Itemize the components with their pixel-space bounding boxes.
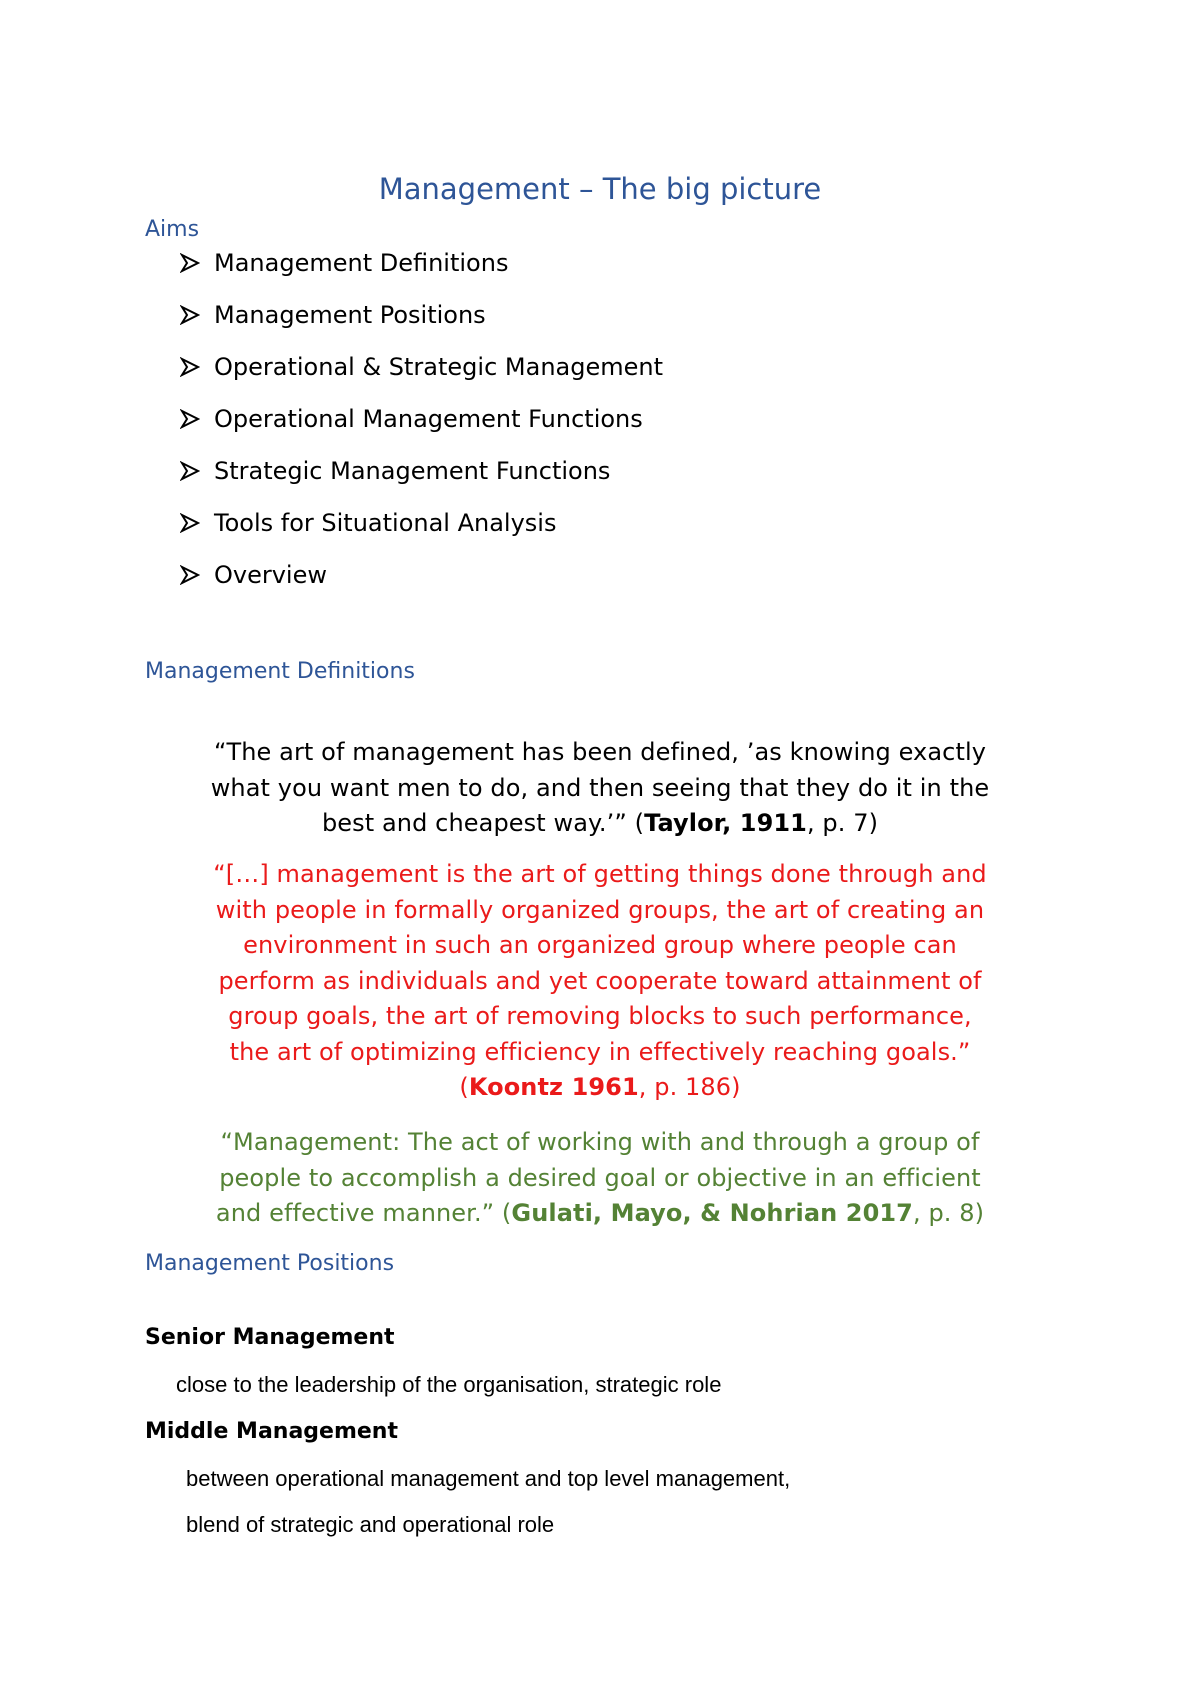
- aims-item-label: Overview: [214, 561, 327, 589]
- list-item: [180, 300, 663, 352]
- page-title: Management – The big picture: [378, 172, 822, 206]
- quote-author: Koontz 1961: [468, 1073, 639, 1101]
- quote-line-text: and effective manner.” (: [215, 1199, 512, 1227]
- arrowhead-bullet-icon: [180, 409, 200, 429]
- middle-management-label: Middle Management: [145, 1419, 398, 1444]
- definitions-heading: Management Definitions: [145, 659, 415, 684]
- list-item: [180, 248, 663, 300]
- quote-line: group goals, the art of removing blocks to such performance,: [228, 1002, 972, 1030]
- quote-author: Taylor, 1911: [644, 809, 807, 837]
- quote-line: environment in such an organized group where people can: [243, 931, 957, 959]
- list-item: [180, 352, 663, 404]
- quote-line: “Management: The act of working with and through a group of: [220, 1128, 980, 1156]
- koontz-quote: [120, 857, 1080, 1106]
- quote-line: [120, 806, 1080, 842]
- middle-management-desc-line2: blend of strategic and operational role: [186, 1512, 555, 1537]
- aims-heading: Aims: [145, 217, 200, 242]
- quote-author: Gulati, Mayo, & Nohrian 2017: [511, 1199, 913, 1227]
- aims-list: [180, 248, 663, 612]
- aims-item-label: Strategic Management Functions: [214, 457, 611, 485]
- quote-line: “[…] management is the art of getting things done through and: [213, 860, 987, 888]
- quote-line: what you want men to do, and then seeing that they do it in the: [210, 773, 990, 802]
- quote-line: perform as individuals and yet cooperate toward attainment of: [218, 966, 982, 995]
- middle-management-desc-line1: between operational management and top level management,: [186, 1466, 791, 1491]
- quote-line: with people in formally organized groups, the art of creating an: [215, 895, 985, 924]
- quote-line: [120, 1196, 1080, 1232]
- aims-item-label: Tools for Situational Analysis: [214, 509, 557, 537]
- quote-line-text: best and cheapest way.’” (: [321, 809, 645, 837]
- quote-line: the art of optimizing efficiency in effectively reaching goals.”: [229, 1037, 971, 1066]
- aims-item-label: Management Positions: [214, 301, 486, 329]
- aims-item-label: Operational Management Functions: [214, 405, 643, 433]
- list-item: [180, 560, 663, 612]
- arrowhead-bullet-icon: [180, 305, 200, 325]
- arrowhead-bullet-icon: [180, 253, 200, 273]
- aims-item-label: Management Definitions: [214, 249, 509, 277]
- arrowhead-bullet-icon: [180, 357, 200, 377]
- positions-heading: Management Positions: [145, 1251, 395, 1276]
- taylor-quote: [120, 735, 1080, 842]
- quote-line: “The art of management has been defined, ’as knowing exactly: [213, 738, 987, 766]
- arrowhead-bullet-icon: [180, 565, 200, 585]
- senior-management-desc: close to the leadership of the organisation, strategic role: [176, 1372, 722, 1397]
- list-item: [180, 508, 663, 560]
- gulati-quote: [120, 1125, 1080, 1232]
- quote-page: , p. 8): [912, 1199, 985, 1227]
- list-item: [180, 456, 663, 508]
- aims-item-label: Operational & Strategic Management: [214, 353, 664, 381]
- quote-paren: (: [459, 1073, 469, 1101]
- list-item: [180, 404, 663, 456]
- quote-page: , p. 186): [638, 1073, 741, 1101]
- arrowhead-bullet-icon: [180, 513, 200, 533]
- quote-line: [120, 1070, 1080, 1106]
- arrowhead-bullet-icon: [180, 461, 200, 481]
- quote-page: , p. 7): [806, 809, 879, 837]
- senior-management-label: Senior Management: [145, 1325, 395, 1350]
- quote-line: people to accomplish a desired goal or objective in an efficient: [219, 1163, 981, 1192]
